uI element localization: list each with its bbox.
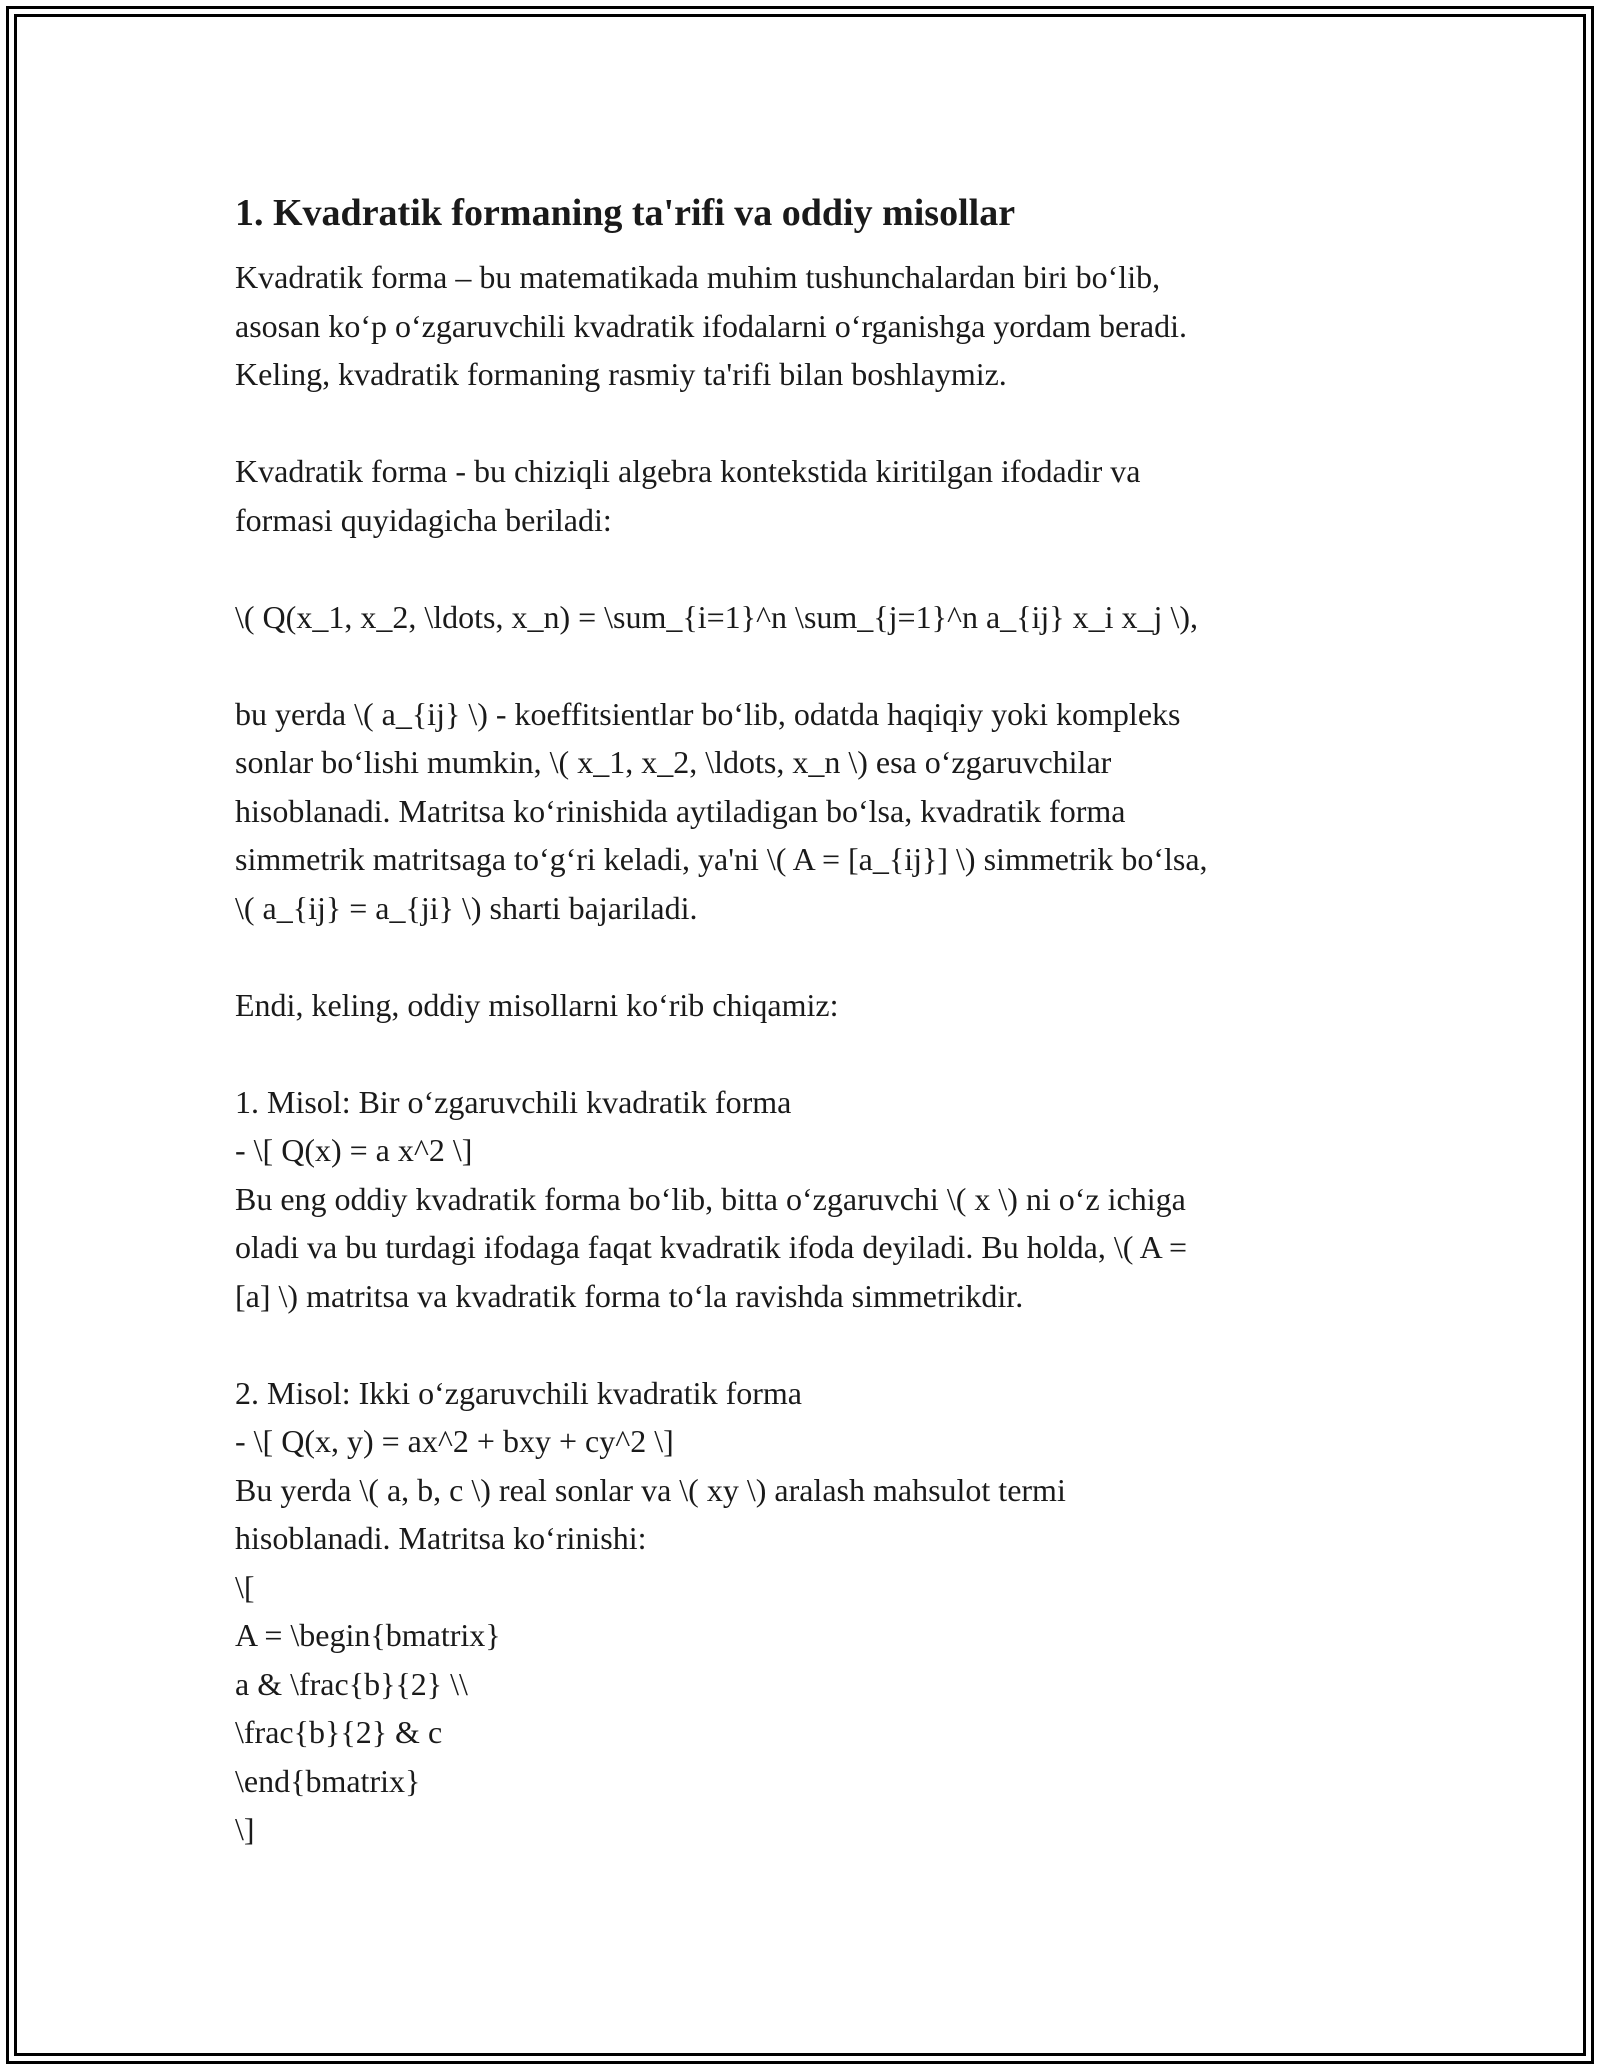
formula-line: \( Q(x_1, x_2, \ldots, x_n) = \sum_{i=1}^n \sum_{j=1}^n a_{ij} x_i x_j \), bbox=[235, 598, 1198, 635]
section-title: 1. Kvadratik formaning ta'rifi va oddiy misollar bbox=[235, 192, 1016, 234]
paragraph-gap bbox=[235, 1320, 1365, 1369]
examples-intro: Endi, keling, oddiy misollarni ko‘rib chiqamiz: bbox=[235, 986, 839, 1023]
paragraph-gap bbox=[235, 932, 1365, 981]
example-one: 1. Misol: Bir o‘zgaruvchili kvadratik forma - \[ Q(x) = a x^2 \] Bu eng oddiy kvadratik forma bo‘lib, bitta o‘zgaruvchi \( x \) ni o‘z ichiga oladi va bu turdagi ifodaga faqat kvadratik ifoda deyiladi. Bu holda, \( A = [a] \) matritsa va kvadratik forma to‘la ravishda simmetrikdir. bbox=[235, 1083, 1188, 1314]
paragraph-gap bbox=[235, 544, 1365, 593]
coefficients-paragraph: bu yerda \( a_{ij} \) - koeffitsientlar bo‘lib, odatda haqiqiy yoki kompleks sonlar bo‘lishi mumkin, \( x_1, x_2, \ldots, x_n \) esa o‘zgaruvchilar hisoblanadi. Matritsa ko‘rinishida aytiladigan bo‘lsa, kvadratik forma simmetrik matritsaga to‘g‘ri keladi, ya'ni \( A = [a_{ij}] \) simmetrik bo‘lsa, \( a_{ij} = a_{ji} \) sharti bajariladi. bbox=[235, 695, 1208, 926]
definition-paragraph: Kvadratik forma - bu chiziqli algebra kontekstida kiritilgan ifodadir va formasi quyidagicha beriladi: bbox=[235, 453, 1141, 538]
intro-paragraph: Kvadratik forma – bu matematikada muhim tushunchalardan biri bo‘lib, asosan ko‘p o‘zgaruvchili kvadratik ifodalarni o‘rganishga yordam beradi. Keling, kvadratik formaning rasmiy ta'rifi bilan boshlaymiz. bbox=[235, 259, 1187, 392]
example-two: 2. Misol: Ikki o‘zgaruvchili kvadratik forma - \[ Q(x, y) = ax^2 + bxy + cy^2 \] Bu yerda \( a, b, c \) real sonlar va \( xy \) aralash mahsulot termi hisoblanadi. Matritsa ko‘rinishi: \[ A = \begin{bmatrix} a & \frac{b}{2} \\ \frac{b}{2} & c \end{bmatrix} \] bbox=[235, 1374, 1066, 1847]
paragraph-gap bbox=[235, 641, 1365, 690]
paragraph-gap bbox=[235, 1029, 1365, 1078]
paragraph-gap bbox=[235, 399, 1365, 448]
document-body bbox=[235, 187, 1365, 1854]
